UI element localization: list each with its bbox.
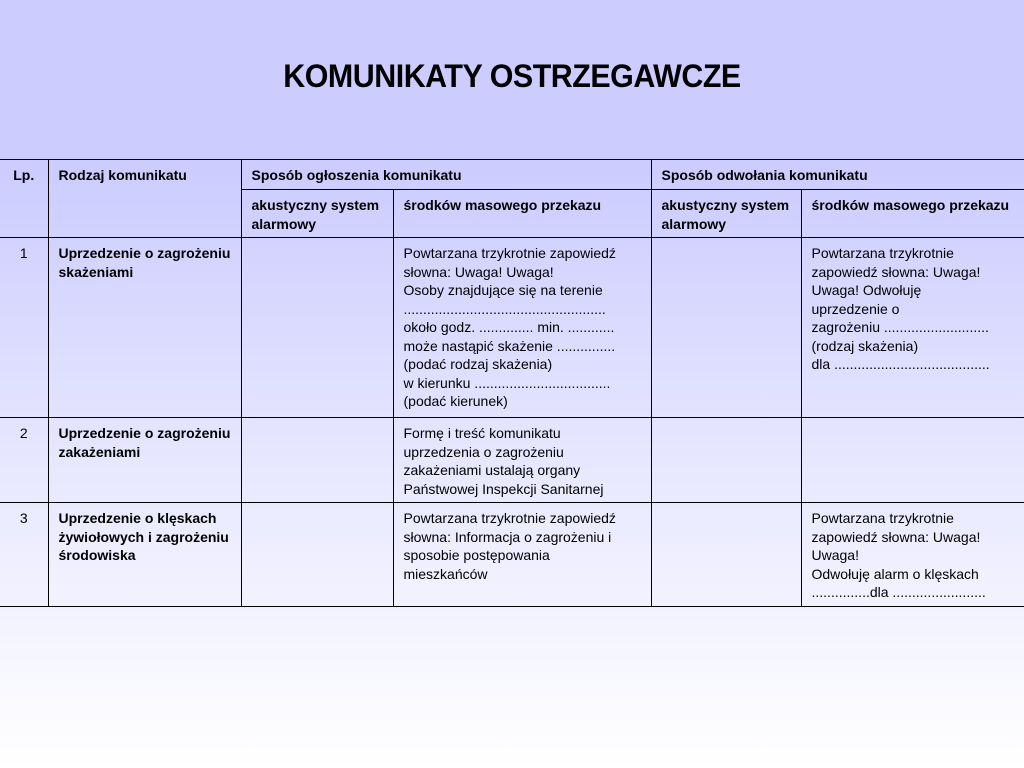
cell-text-line: Uwaga! (811, 547, 859, 563)
row-odw-akustyczny (651, 238, 801, 418)
subheader-ogl-akustyczny: akustyczny system alarmowy (241, 190, 393, 238)
cell-text-line: zapowiedź słowna: Uwaga! (811, 263, 981, 280)
row-ogl-akustyczny (241, 418, 393, 503)
row-ogl-akustyczny (241, 503, 393, 607)
subheader-odw-akustyczny: akustyczny system alarmowy (651, 190, 801, 238)
cell-text-line: .................................................... (403, 300, 606, 317)
header-lp: Lp. (0, 160, 48, 238)
cell-text-line: Powtarzana trzykrotnie zapowiedź (403, 245, 616, 261)
cell-text-line: Powtarzana trzykrotnie (811, 510, 954, 526)
row-rodzaj: Uprzedzenie o klęskach żywiołowych i zagrożeniu środowiska (48, 503, 241, 607)
cell-text-line: Państwowej Inspekcji Sanitarnej (403, 480, 604, 497)
header-rodzaj: Rodzaj komunikatu (48, 160, 241, 238)
table-row (0, 503, 1024, 607)
cell-text-line: uprzedzenia o zagrożeniu (403, 443, 564, 460)
table-row (0, 238, 1024, 418)
cell-text-line: dla ........................................ (811, 356, 990, 372)
cell-text-line: słowna: Uwaga! Uwaga! (403, 263, 554, 280)
cell-text-line: mieszkańców (403, 565, 488, 582)
header-ogloszenie: Sposób ogłoszenia komunikatu (241, 160, 651, 190)
row-lp: 1 (0, 238, 48, 418)
cell-text-line: (rodzaj skażenia) (811, 337, 919, 354)
cell-text-line: Powtarzana trzykrotnie zapowiedź (403, 510, 616, 526)
row-ogl-srodki (393, 418, 651, 503)
cell-text-line: (podać kierunek) (403, 393, 508, 409)
row-rodzaj: Uprzedzenie o zagrożeniu skażeniami (48, 238, 241, 418)
cell-text-line: Powtarzana trzykrotnie (811, 245, 954, 261)
row-ogl-srodki (393, 503, 651, 607)
cell-text-line: może nastąpić skażenie ............... (403, 337, 616, 354)
cell-text-line: zagrożeniu ........................... (811, 319, 989, 335)
row-ogl-srodki (393, 238, 651, 418)
row-odw-srodki (801, 418, 1024, 503)
cell-text-line: słowna: Informacja o zagrożeniu i (403, 528, 612, 545)
row-lp: 3 (0, 503, 48, 607)
table-row (0, 418, 1024, 503)
cell-text-line: zapowiedź słowna: Uwaga! (811, 528, 981, 545)
warnings-table (0, 159, 1024, 607)
cell-text-line: Osoby znajdujące się na terenie (403, 282, 603, 298)
cell-text-line: uprzedzenie o (811, 300, 900, 317)
row-ogl-akustyczny (241, 238, 393, 418)
row-lp: 2 (0, 418, 48, 503)
cell-text-line: Formę i treść komunikatu (403, 425, 561, 441)
row-odw-srodki (801, 503, 1024, 607)
cell-text-line: około godz. .............. min. ............ (403, 319, 615, 335)
row-odw-srodki (801, 238, 1024, 418)
row-odw-akustyczny (651, 503, 801, 607)
subheader-odw-srodki: środków masowego przekazu (801, 190, 1024, 238)
cell-text-line: (podać rodzaj skażenia) (403, 356, 553, 372)
subheader-ogl-srodki: środków masowego przekazu (393, 190, 651, 238)
header-odwolanie: Sposób odwołania komunikatu (651, 160, 1024, 190)
row-odw-akustyczny (651, 418, 801, 503)
cell-text-line: w kierunku ................................... (403, 374, 611, 391)
cell-text-line: Odwołuję alarm o klęskach (811, 565, 979, 582)
table-header-row (0, 160, 1024, 190)
cell-text-line: zakażeniami ustalają organy (403, 462, 581, 478)
page-title: KOMUNIKATY OSTRZEGAWCZE (283, 58, 741, 94)
cell-text-line: sposobie postępowania (403, 547, 550, 563)
row-rodzaj: Uprzedzenie o zagrożeniu zakażeniami (48, 418, 241, 503)
cell-text-line: Uwaga! Odwołuję (811, 282, 922, 298)
cell-text-line: ...............dla ........................ (811, 584, 986, 600)
